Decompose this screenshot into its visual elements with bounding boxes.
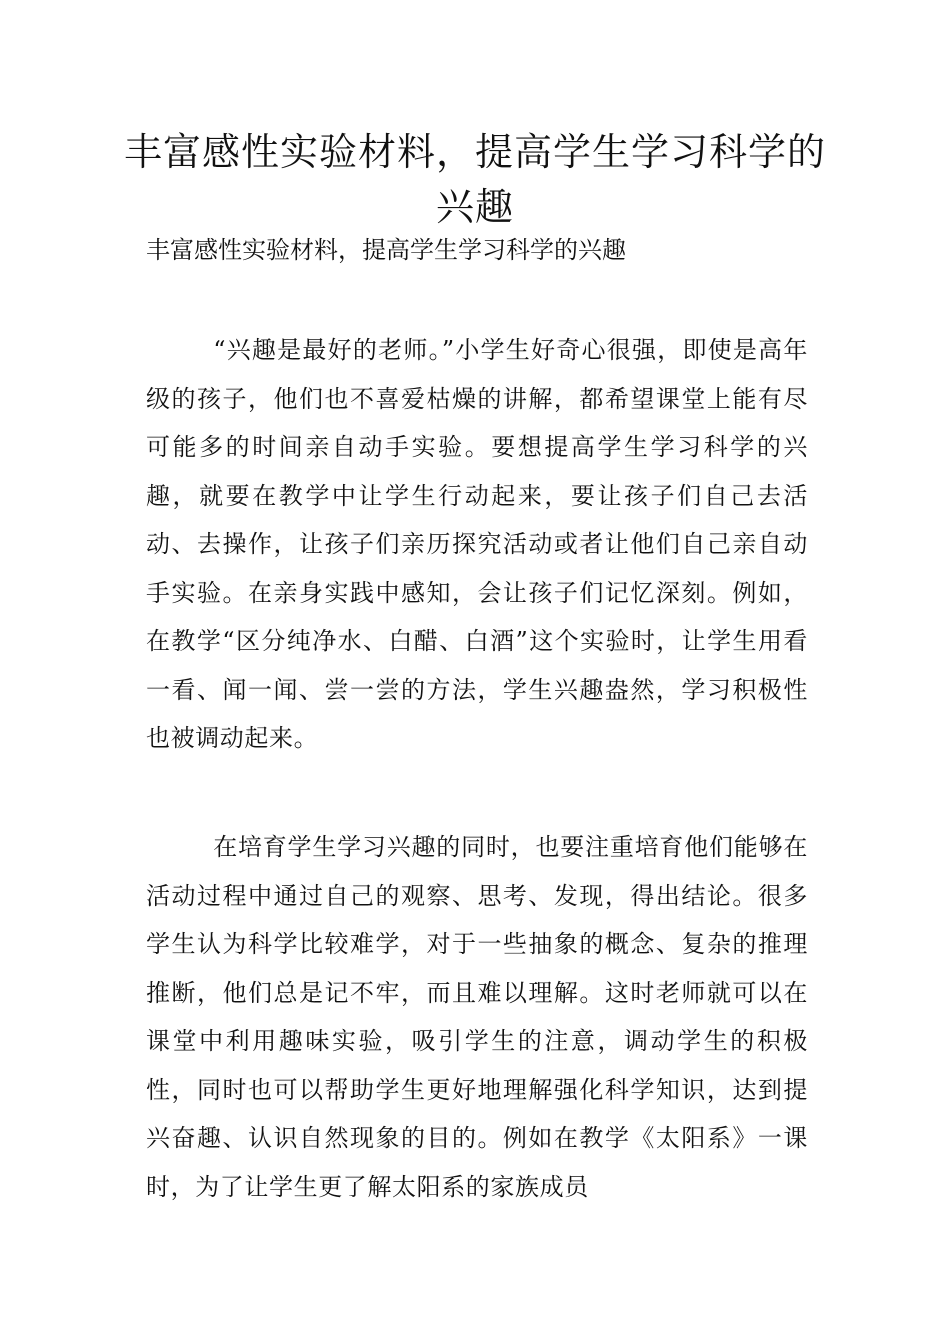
document-title: 丰富感性实验材料，提高学生学习科学的兴趣 — [123, 130, 826, 229]
document-subtitle: 丰富感性实验材料，提高学生学习科学的兴趣 — [146, 236, 626, 264]
paragraph-1: “兴趣是最好的老师。”小学生好奇心很强，即使是高年级的孩子，他们也不喜爱枯燥的讲解，都希望课堂上能有尽可能多的时间亲自动手实验。要想提高学生学习科学的兴趣，就要在教学中让学生行动起来，要让孩子们自己去活动、去操作，让孩子们亲历探究活动或者让他们自己亲自动手实验。在亲身实践中感知，会让孩子们记忆深刻。例如，在教学“区分纯净水、白醋、白酒”这个实验时，让学生用看一看、闻一闻、尝一尝的方法，学生兴趣盎然，学习积极性也被调动起来。 — [146, 336, 808, 752]
paragraph-2: 在培育学生学习兴趣的同时，也要注重培育他们能够在活动过程中通过自己的观察、思考、发现，得出结论。很多学生认为科学比较难学，对于一些抽象的概念、复杂的推理推断，他们总是记不牢，而且难以理解。这时老师就可以在课堂中利用趣味实验，吸引学生的注意，调动学生的积极性，同时也可以帮助学生更好地理解强化科学知识，达到提兴奋趣、认识自然现象的目的。例如在教学《太阳系》一课时，为了让学生更了解太阳系的家族成员 — [146, 833, 808, 1201]
